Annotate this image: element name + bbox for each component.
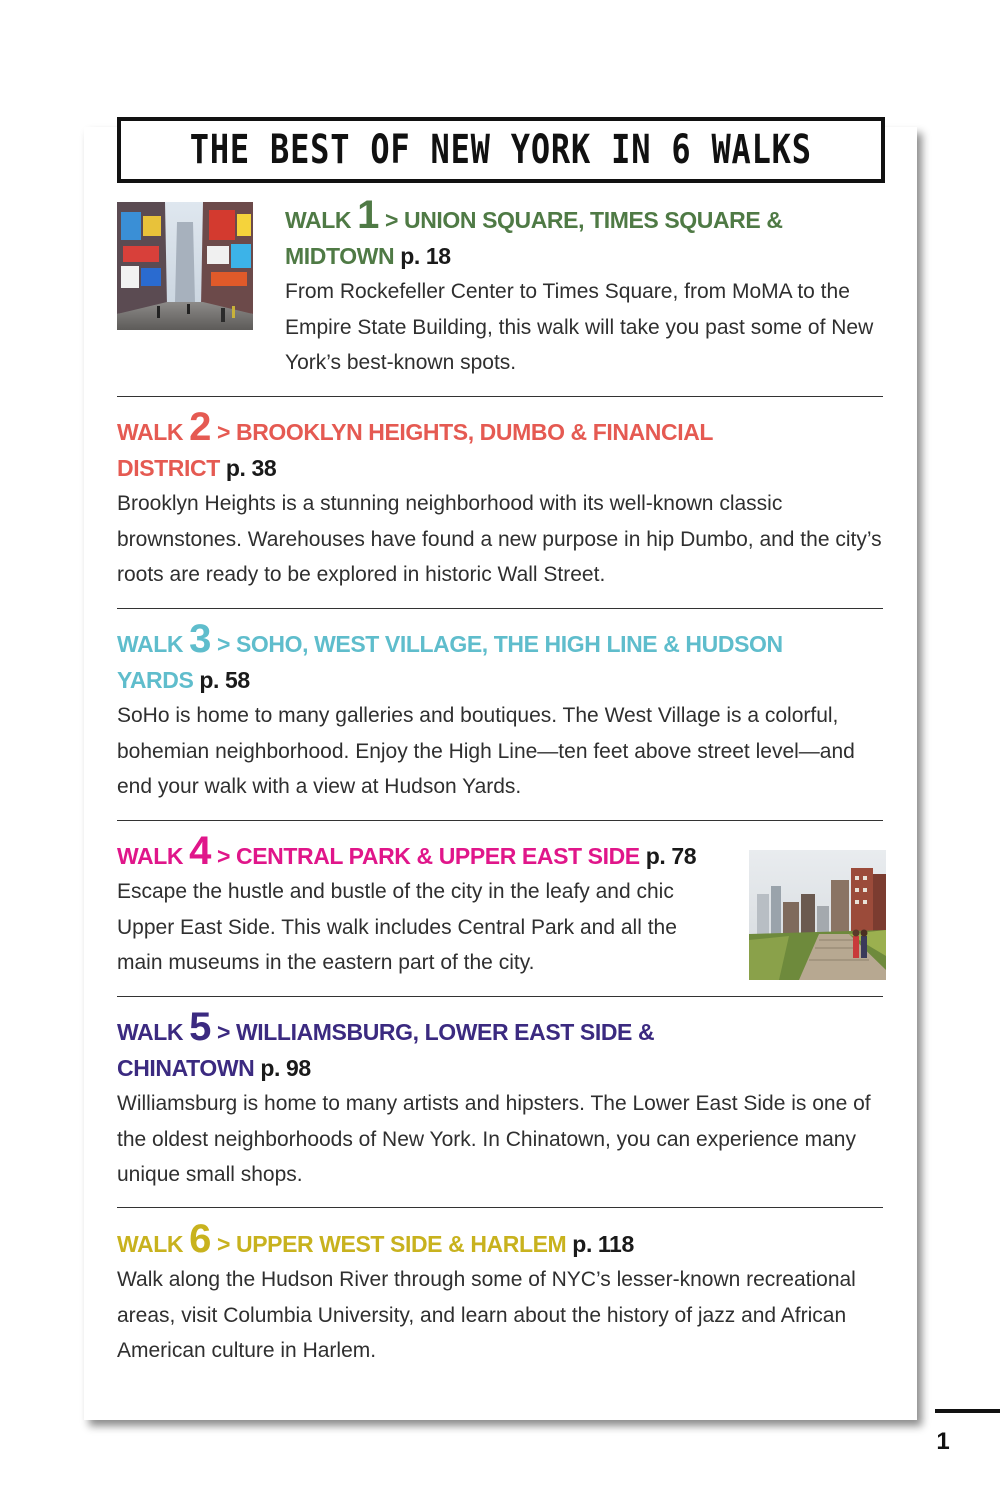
page-number: 1 bbox=[936, 1428, 950, 1455]
walk-1-heading bbox=[285, 193, 885, 274]
walk-3-description: SoHo is home to many galleries and boutiques. The West Village is a colorful, bohemian neighborhood. Enjoy the High Line—ten feet above street level—and end your walk with a view at Hudson Yards. bbox=[117, 704, 855, 798]
walk-3-label: WALK bbox=[117, 631, 190, 657]
walk-1-description: From Rockefeller Center to Times Square, from MoMA to the Empire State Building, this walk will take you past some of New York’s best-known spots. bbox=[285, 280, 874, 374]
walk-3-number: 3 bbox=[189, 617, 211, 661]
walk-2-description: Brooklyn Heights is a stunning neighborhood with its well-known classic brownstones. Warehouses have found a new purpose in hip Dumbo, and the city’s roots are ready to be explored in historic Wall Street. bbox=[117, 492, 882, 586]
walk-5-heading bbox=[117, 1005, 757, 1086]
walk-divider bbox=[117, 820, 883, 821]
walk-5-title: > WILLIAMSBURG, LOWER EAST SIDE & CHINATOWN bbox=[117, 1019, 655, 1081]
walk-4-page: p. 78 bbox=[645, 843, 697, 869]
walk-5-label: WALK bbox=[117, 1019, 190, 1045]
walk-4-number: 4 bbox=[189, 829, 211, 873]
walk-3-title: > SOHO, WEST VILLAGE, THE HIGH LINE & HUDSON YARDS bbox=[117, 631, 783, 693]
walk-1-title: > UNION SQUARE, TIMES SQUARE & MIDTOWN bbox=[285, 207, 783, 269]
walk-2-heading bbox=[117, 405, 797, 486]
walk-5 bbox=[117, 1005, 883, 1193]
page-title-box bbox=[117, 117, 885, 183]
walk-4-label: WALK bbox=[117, 843, 190, 869]
walk-6-title: > UPPER WEST SIDE & HARLEM bbox=[210, 1231, 567, 1257]
walk-1 bbox=[285, 193, 885, 381]
walk-2-page: p. 38 bbox=[225, 455, 277, 481]
page-number-rule bbox=[935, 1409, 1000, 1413]
walk-2-number: 2 bbox=[189, 405, 211, 449]
walk-5-number: 5 bbox=[189, 1005, 211, 1049]
walk-6-page: p. 118 bbox=[572, 1231, 634, 1257]
walk-divider bbox=[117, 608, 883, 609]
walk-1-label: WALK bbox=[285, 207, 358, 233]
walk-3-page: p. 58 bbox=[199, 667, 250, 693]
walk-2-title: > BROOKLYN HEIGHTS, DUMBO & FINANCIAL DISTRICT bbox=[117, 419, 713, 481]
walk-6-label: WALK bbox=[117, 1231, 190, 1257]
walk-2-label: WALK bbox=[117, 419, 190, 445]
walk-4-title: > CENTRAL PARK & UPPER EAST SIDE bbox=[210, 843, 640, 869]
page-title: THE BEST OF NEW YORK IN 6 WALKS bbox=[189, 127, 813, 173]
walk-6-description: Walk along the Hudson River through some of NYC’s lesser-known recreational areas, visit Columbia University, and learn about the history of jazz and African American culture in Harlem. bbox=[117, 1268, 856, 1362]
walk-3-heading bbox=[117, 617, 857, 698]
walk-5-page: p. 98 bbox=[260, 1055, 311, 1081]
walk-3 bbox=[117, 617, 883, 805]
walk-4 bbox=[117, 829, 727, 981]
walk-6-number: 6 bbox=[189, 1217, 211, 1261]
walk-divider bbox=[117, 996, 883, 997]
walk-4-description: Escape the hustle and bustle of the city in the leafy and chic Upper East Side. This walk includes Central Park and all the main museums in the eastern part of the city. bbox=[117, 880, 677, 974]
walk-6 bbox=[117, 1217, 883, 1369]
times-square-photo bbox=[117, 202, 253, 330]
walk-4-heading bbox=[117, 829, 727, 874]
walk-divider bbox=[117, 1207, 883, 1208]
walk-1-number: 1 bbox=[357, 193, 379, 237]
walk-6-heading bbox=[117, 1217, 883, 1262]
walk-divider bbox=[117, 396, 883, 397]
walk-1-page: p. 18 bbox=[400, 243, 451, 269]
walk-2 bbox=[117, 405, 883, 593]
high-line-photo bbox=[749, 850, 886, 980]
walk-5-description: Williamsburg is home to many artists and hipsters. The Lower East Side is one of the oldest neighborhoods of New York. In Chinatown, you can experience many unique small shops. bbox=[117, 1092, 871, 1186]
